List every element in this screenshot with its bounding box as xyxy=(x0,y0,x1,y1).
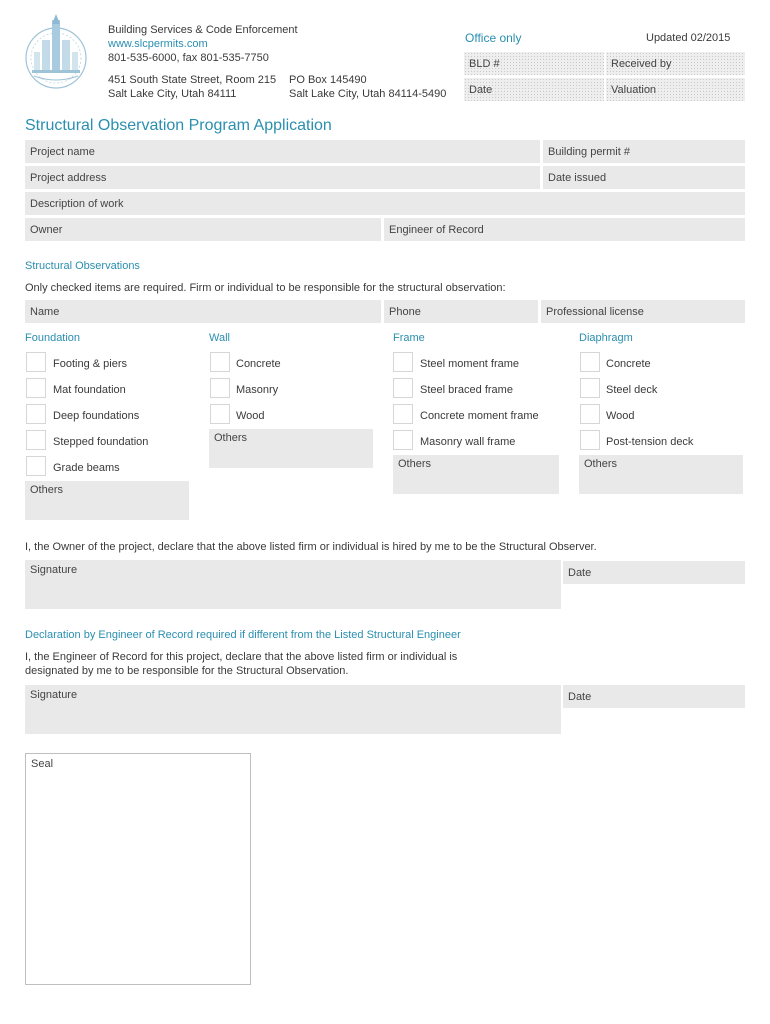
foundation-others-field[interactable] xyxy=(25,481,189,520)
owner-label: Owner xyxy=(30,224,63,236)
description-of-work-label: Description of work xyxy=(30,198,124,210)
structural-observations-heading: Structural Observations xyxy=(25,260,140,272)
updated-date: Updated 02/2015 xyxy=(646,32,731,44)
diaphragm-heading: Diaphragm xyxy=(579,332,633,344)
valuation-field[interactable] xyxy=(606,78,745,101)
footing-piers-checkbox[interactable] xyxy=(26,352,46,372)
po-box: PO Box 145490 xyxy=(289,74,367,86)
post-tension-deck-label: Post-tension deck xyxy=(606,436,694,448)
building-permit-label: Building permit # xyxy=(548,146,630,158)
date-issued-label: Date issued xyxy=(548,172,607,184)
received-by-field[interactable] xyxy=(606,52,745,75)
engineer-declaration-line2: designated by me to be responsible for the Structural Observation. xyxy=(25,665,349,677)
foundation-others-label: Others xyxy=(30,484,64,496)
website-link[interactable]: www.slcpermits.com xyxy=(108,38,208,50)
steel-braced-frame-label: Steel braced frame xyxy=(420,384,513,396)
frame-others-field[interactable] xyxy=(393,455,559,494)
grade-beams-checkbox[interactable] xyxy=(26,456,46,476)
seal-box[interactable] xyxy=(25,753,251,985)
masonry-wall-frame-label: Masonry wall frame xyxy=(420,436,516,448)
diaphragm-wood-checkbox[interactable] xyxy=(580,404,600,424)
wall-concrete-label: Concrete xyxy=(236,358,281,370)
wall-masonry-checkbox[interactable] xyxy=(210,378,230,398)
engineer-of-record-field[interactable] xyxy=(384,218,745,241)
grade-beams-label: Grade beams xyxy=(53,462,120,474)
phone-fax: 801-535-6000, fax 801-535-7750 xyxy=(108,52,269,64)
post-tension-deck-checkbox[interactable] xyxy=(580,430,600,450)
frame-heading: Frame xyxy=(393,332,425,344)
project-address-field[interactable] xyxy=(25,166,540,189)
observations-instruction: Only checked items are required. Firm or individual to be responsible for the structural observation: xyxy=(25,282,506,294)
steel-moment-frame-checkbox[interactable] xyxy=(393,352,413,372)
date-issued-field[interactable] xyxy=(543,166,745,189)
owner-date-label: Date xyxy=(568,567,592,579)
observer-name-label: Name xyxy=(30,306,60,318)
owner-signature-field[interactable] xyxy=(25,560,561,609)
received-by-label: Received by xyxy=(611,58,672,70)
engineer-date-field[interactable] xyxy=(563,685,745,708)
description-of-work-field[interactable] xyxy=(25,192,745,215)
deep-foundations-label: Deep foundations xyxy=(53,410,140,422)
street-address: 451 South State Street, Room 215 xyxy=(108,74,277,86)
office-only-title: Office only xyxy=(465,31,522,45)
wall-wood-checkbox[interactable] xyxy=(210,404,230,424)
observer-name-field[interactable] xyxy=(25,300,381,323)
engineer-of-record-label: Engineer of Record xyxy=(389,224,484,236)
project-address-label: Project address xyxy=(30,172,107,184)
owner-date-field[interactable] xyxy=(563,561,745,584)
mat-foundation-label: Mat foundation xyxy=(53,384,126,396)
stepped-foundation-checkbox[interactable] xyxy=(26,430,46,450)
slc-logo xyxy=(22,14,90,98)
frame-others-label: Others xyxy=(398,458,432,470)
footing-piers-label: Footing & piers xyxy=(53,358,127,370)
concrete-moment-frame-checkbox[interactable] xyxy=(393,404,413,424)
office-date-field[interactable] xyxy=(464,78,604,101)
stepped-foundation-label: Stepped foundation xyxy=(53,436,149,448)
engineer-signature-field[interactable] xyxy=(25,685,561,734)
wall-wood-label: Wood xyxy=(236,410,265,422)
diaphragm-wood-label: Wood xyxy=(606,410,635,422)
owner-field[interactable] xyxy=(25,218,381,241)
engineer-declaration-line1: I, the Engineer of Record for this project, declare that the above listed firm or individual is xyxy=(25,651,458,663)
wall-heading: Wall xyxy=(209,332,230,344)
observer-phone-label: Phone xyxy=(389,306,421,318)
project-name-field[interactable] xyxy=(25,140,540,163)
wall-others-field[interactable] xyxy=(209,429,373,468)
wall-masonry-label: Masonry xyxy=(236,384,279,396)
professional-license-label: Professional license xyxy=(546,306,644,318)
concrete-moment-frame-label: Concrete moment frame xyxy=(420,410,539,422)
observer-phone-field[interactable] xyxy=(384,300,538,323)
steel-moment-frame-label: Steel moment frame xyxy=(420,358,520,370)
valuation-label: Valuation xyxy=(611,84,657,96)
diaphragm-others-label: Others xyxy=(584,458,618,470)
city-address: Salt Lake City, Utah 84111 xyxy=(108,88,237,100)
professional-license-field[interactable] xyxy=(541,300,745,323)
owner-signature-label: Signature xyxy=(30,564,78,576)
engineer-signature-label: Signature xyxy=(30,689,78,701)
building-permit-field[interactable] xyxy=(543,140,745,163)
masonry-wall-frame-checkbox[interactable] xyxy=(393,430,413,450)
office-date-label: Date xyxy=(469,84,493,96)
deep-foundations-checkbox[interactable] xyxy=(26,404,46,424)
bld-field[interactable] xyxy=(464,52,604,75)
steel-braced-frame-checkbox[interactable] xyxy=(393,378,413,398)
wall-others-label: Others xyxy=(214,432,248,444)
diaphragm-concrete-label: Concrete xyxy=(606,358,651,370)
department-name: Building Services & Code Enforcement xyxy=(108,24,298,36)
steel-deck-checkbox[interactable] xyxy=(580,378,600,398)
foundation-heading: Foundation xyxy=(25,332,81,344)
project-name-label: Project name xyxy=(30,146,95,158)
diaphragm-concrete-checkbox[interactable] xyxy=(580,352,600,372)
po-box-city: Salt Lake City, Utah 84114-5490 xyxy=(289,88,447,100)
seal-label: Seal xyxy=(31,758,54,770)
form-title: Structural Observation Program Application xyxy=(25,117,332,134)
engineer-declaration-heading: Declaration by Engineer of Record required if different from the Listed Structural Engineer xyxy=(25,629,461,641)
bld-label: BLD # xyxy=(469,58,500,70)
owner-declaration-text: I, the Owner of the project, declare that the above listed firm or individual is hired by me to be the Structural Observer. xyxy=(25,541,597,553)
steel-deck-label: Steel deck xyxy=(606,384,658,396)
mat-foundation-checkbox[interactable] xyxy=(26,378,46,398)
diaphragm-others-field[interactable] xyxy=(579,455,743,494)
wall-concrete-checkbox[interactable] xyxy=(210,352,230,372)
engineer-date-label: Date xyxy=(568,691,592,703)
